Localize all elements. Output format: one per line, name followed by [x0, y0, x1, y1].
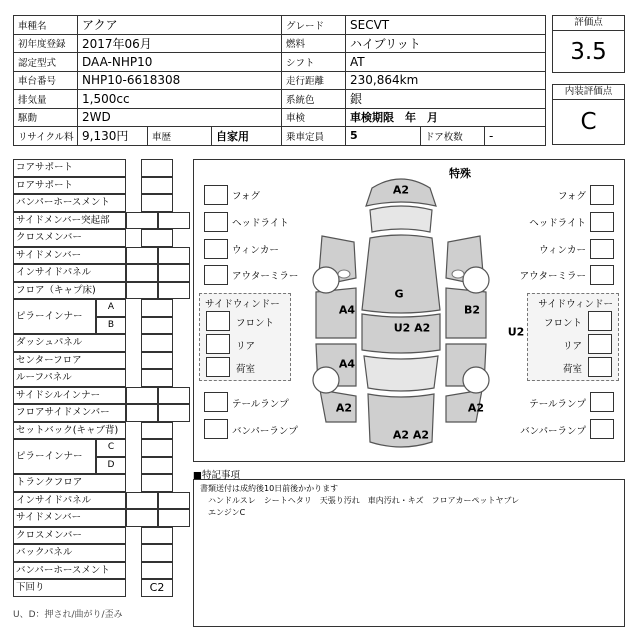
spec-row — [14, 16, 546, 35]
left-headlight-label: ヘッドライト — [232, 218, 289, 229]
spec-label: 認定型式 — [14, 53, 78, 72]
part-left-box[interactable] — [126, 509, 158, 527]
side-window-right-title: サイドウィンドー — [538, 299, 613, 310]
windshield-panel — [370, 206, 432, 232]
part-left-box[interactable] — [126, 492, 158, 510]
spec-row — [14, 53, 546, 72]
right-mirror — [452, 270, 464, 278]
doors-value: - — [485, 127, 546, 146]
part-name: バックパネル — [13, 544, 126, 562]
side-window-right-cargo-label: 荷室 — [562, 364, 582, 375]
side-window-right-front-label: フロント — [543, 318, 582, 329]
part-name: バンパーホースメント — [13, 194, 126, 212]
overall-score-value: 3.5 — [570, 38, 607, 65]
part-name: サイドシルインナー — [13, 387, 126, 405]
spec-label: 排気量 — [14, 90, 78, 109]
capacity-label: 乗車定員 — [282, 127, 346, 146]
interior-score-box — [552, 84, 625, 145]
spec-value: NHP10-6618308 — [78, 71, 282, 90]
part-value-box[interactable] — [141, 422, 173, 440]
side-window-left-cargo-label: 荷室 — [236, 364, 256, 375]
part-name: センターフロア — [13, 352, 126, 370]
part-right-box[interactable] — [158, 387, 190, 405]
part-value-box[interactable] — [141, 544, 173, 562]
recycle-label: リサイクル料 — [14, 127, 78, 146]
car-diagram — [193, 159, 625, 462]
spec-value: 銀 — [346, 90, 546, 109]
notes-line: ハンドルスレ シートヘタリ 天張り汚れ 車内汚れ・キズ フロアカーペットヤブレ — [200, 496, 520, 505]
roof-panel — [362, 235, 440, 313]
part-left-box[interactable] — [126, 404, 158, 422]
part-value-box[interactable] — [141, 562, 173, 580]
damage-rear: A2 A2 — [392, 428, 430, 442]
part-left-box[interactable] — [126, 247, 158, 265]
part-value-box[interactable] — [141, 334, 173, 352]
part-left-box[interactable] — [126, 264, 158, 282]
part-name: インサイドパネル — [13, 264, 126, 282]
side-window-left-title: サイドウィンドー — [205, 299, 280, 310]
spec-row — [14, 90, 546, 109]
part-name: セットバック(キャブ背) — [13, 422, 126, 440]
part-name: クロスメンバー — [13, 229, 126, 247]
left-front-wheel — [313, 267, 339, 293]
pillar-sub-label: D — [96, 457, 126, 475]
part-name: フロアサイドメンバー — [13, 404, 126, 422]
overall-score-box — [552, 15, 625, 73]
part-right-box[interactable] — [158, 247, 190, 265]
spec-value: アクア — [78, 16, 282, 35]
side-window-left-front-label: フロント — [236, 318, 275, 329]
part-name: ピラーインナー — [13, 439, 96, 474]
pillar-sub-label: C — [96, 439, 126, 457]
spec-row — [14, 71, 546, 90]
part-value-box[interactable] — [141, 229, 173, 247]
part-name: サイドメンバー突起部 — [13, 212, 126, 230]
right-bumperlamp-label: バンパーランプ — [520, 426, 586, 437]
part-name: コアサポート — [13, 159, 126, 177]
damage-center: U2 A2 — [393, 321, 431, 335]
part-right-box[interactable] — [158, 509, 190, 527]
pillar-value-box[interactable] — [141, 439, 173, 457]
part-name: ルーフパネル — [13, 369, 126, 387]
rear-glass-panel — [364, 356, 438, 391]
part-right-box[interactable] — [158, 212, 190, 230]
damage-roof: G — [394, 287, 404, 301]
left-taillamp-label: テールランプ — [232, 399, 289, 410]
part-value-box[interactable] — [141, 527, 173, 545]
spec-row — [14, 127, 546, 146]
side-window-left-rear-label: リア — [236, 341, 256, 352]
spec-label: 燃料 — [282, 34, 346, 53]
history-value: 自家用 — [212, 127, 282, 146]
part-value-box[interactable]: C2 — [141, 579, 173, 597]
interior-score-label: 内装評価点 — [553, 85, 624, 100]
spec-label: 走行距離 — [282, 71, 346, 90]
part-name: サイドメンバー — [13, 247, 126, 265]
damage-right-front-fender: B2 — [463, 303, 481, 317]
spec-value: 230,864km — [346, 71, 546, 90]
spec-label: 車種名 — [14, 16, 78, 35]
damage-left-rear-door: A4 — [338, 357, 356, 371]
part-name: ロアサポート — [13, 177, 126, 195]
spec-value: 2017年06月 — [78, 34, 282, 53]
spec-label: 系統色 — [282, 90, 346, 109]
pillar-value-box[interactable] — [141, 299, 173, 317]
pillar-sub-label: A — [96, 299, 126, 317]
part-name: トランクフロア — [13, 474, 126, 492]
part-name: ピラーインナー — [13, 299, 96, 334]
part-value-box[interactable] — [141, 352, 173, 370]
part-right-box[interactable] — [158, 264, 190, 282]
spec-row — [14, 108, 546, 127]
spec-label: シフト — [282, 53, 346, 72]
part-value-box[interactable] — [141, 177, 173, 195]
damage-right-side: U2 — [507, 325, 525, 339]
spec-label: 車台番号 — [14, 71, 78, 90]
left-mirror — [338, 270, 350, 278]
spec-value: 2WD — [78, 108, 282, 127]
spec-value: AT — [346, 53, 546, 72]
pillar-value-box[interactable] — [141, 457, 173, 475]
overall-score-label: 評価点 — [553, 16, 624, 31]
capacity-value: 5 — [346, 127, 421, 146]
part-name: インサイドパネル — [13, 492, 126, 510]
damage-hood: A2 — [392, 183, 410, 197]
left-winker-label: ウィンカー — [232, 245, 279, 256]
left-mirror-label: アウターミラー — [232, 271, 299, 282]
spec-row — [14, 34, 546, 53]
side-window-right-rear-label: リア — [562, 341, 582, 352]
part-left-box[interactable] — [126, 387, 158, 405]
right-headlight-label: ヘッドライト — [529, 218, 586, 229]
left-rear-wheel — [313, 367, 339, 393]
spec-label: グレード — [282, 16, 346, 35]
left-fog-label: フォグ — [232, 191, 261, 202]
part-name: クロスメンバー — [13, 527, 126, 545]
part-left-box[interactable] — [126, 212, 158, 230]
right-rear-wheel — [463, 367, 489, 393]
part-right-box[interactable] — [158, 492, 190, 510]
spec-table-body — [14, 16, 546, 146]
spec-value: DAA-NHP10 — [78, 53, 282, 72]
spec-value: SECVT — [346, 16, 546, 35]
notes-line: エンジンC — [200, 508, 246, 517]
part-left-box[interactable] — [126, 282, 158, 300]
interior-score-value: C — [580, 109, 597, 135]
right-mirror-label: アウターミラー — [519, 271, 586, 282]
part-value-box[interactable] — [141, 369, 173, 387]
part-name: ダッシュパネル — [13, 334, 126, 352]
notes-title: ■特記事項 — [193, 470, 240, 481]
part-name: サイドメンバー — [13, 509, 126, 527]
legend-text: U、D：押され/曲がり/歪み — [13, 610, 123, 620]
part-right-box[interactable] — [158, 282, 190, 300]
notes-box — [193, 479, 625, 627]
spec-label: 車検 — [282, 108, 346, 127]
special-label: 特殊 — [449, 167, 471, 180]
left-bumperlamp-label: バンパーランプ — [232, 426, 298, 437]
history-label: 車歴 — [148, 127, 212, 146]
damage-left-rear-quarter: A2 — [335, 401, 353, 415]
damage-left-front-fender: A4 — [338, 303, 356, 317]
notes-line: 書類送付は成約後10日前後かかります — [200, 484, 339, 493]
part-value-box[interactable] — [141, 194, 173, 212]
part-name: バンパーホースメント — [13, 562, 126, 580]
right-winker-label: ウィンカー — [539, 245, 586, 256]
car-outline-svg — [194, 160, 626, 463]
pillar-sub-label: B — [96, 317, 126, 335]
spec-label: 駆動 — [14, 108, 78, 127]
right-taillamp-label: テールランプ — [529, 399, 586, 410]
spec-label: 初年度登録 — [14, 34, 78, 53]
recycle-value: 9,130円 — [78, 127, 148, 146]
part-right-box[interactable] — [158, 404, 190, 422]
doors-label: ドア枚数 — [421, 127, 485, 146]
part-value-box[interactable] — [141, 474, 173, 492]
spec-value: ハイブリット — [346, 34, 546, 53]
pillar-value-box[interactable] — [141, 317, 173, 335]
spec-value: 車検期限 年 月 — [346, 108, 546, 127]
right-fog-label: フォグ — [557, 191, 586, 202]
part-value-box[interactable] — [141, 159, 173, 177]
part-name: フロア（キャプ床) — [13, 282, 126, 300]
part-name: 下回り — [13, 579, 126, 597]
right-front-wheel — [463, 267, 489, 293]
damage-right-rear-quarter: A2 — [467, 401, 485, 415]
spec-value: 1,500cc — [78, 90, 282, 109]
spec-table — [13, 15, 546, 146]
